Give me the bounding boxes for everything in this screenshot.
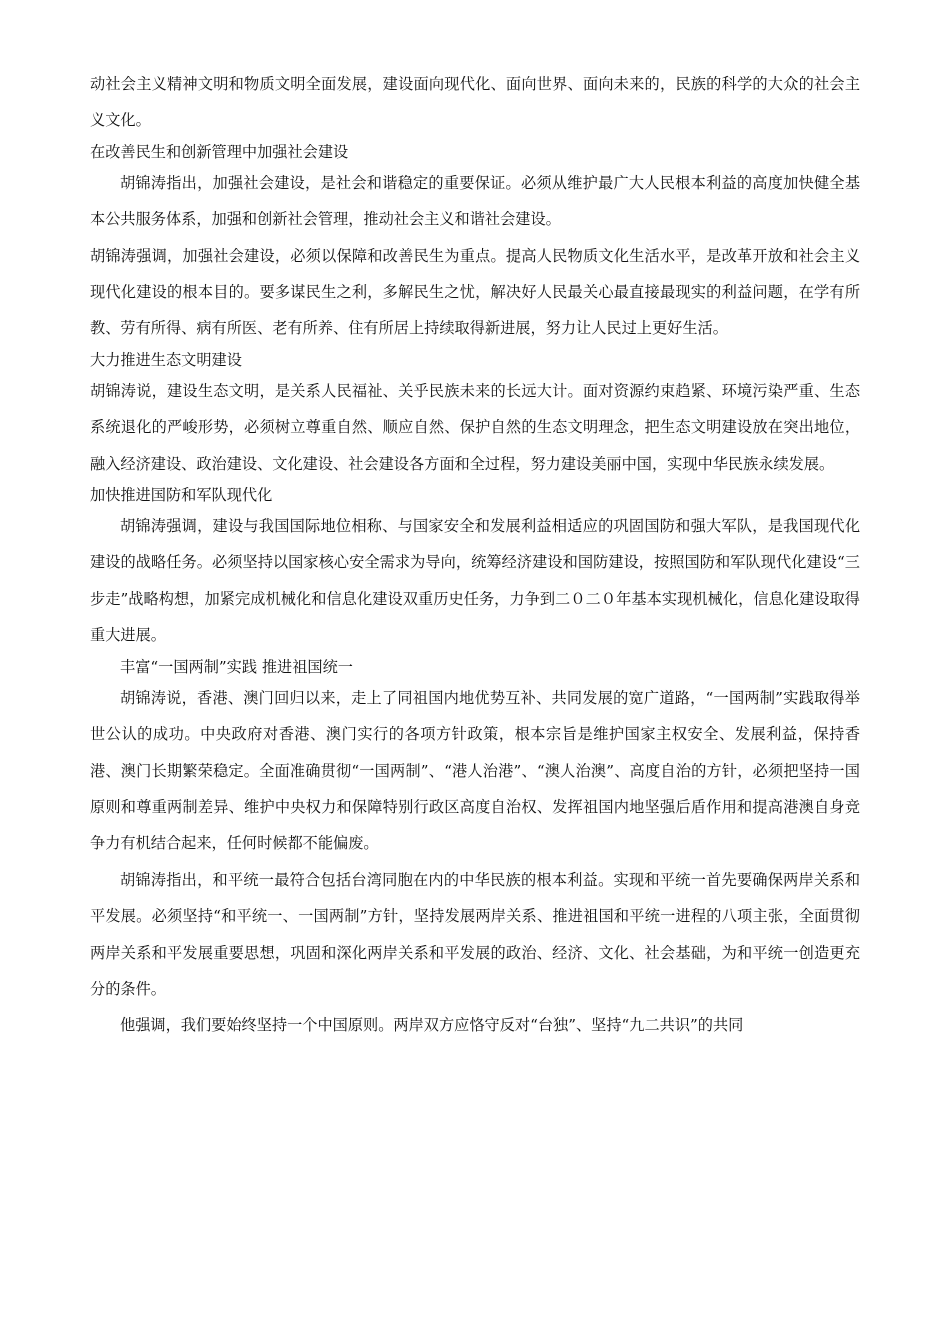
heading-one-country-two-systems: 丰富“一国两制”实践 推进祖国统一 <box>120 657 353 676</box>
heading-ecological-civilization: 大力推进生态文明建设 <box>90 350 242 369</box>
paragraph-national-defense: 胡锦涛强调，建设与我国国际地位相称、与国家安全和发展利益相适应的巩固国防和强大军队，是我国现代化建设的战略任务。必须坚持以国家核心安全需求为导向，统筹经济建设和国防建设，按照国防和军队现代化建设“三步走”战略构想，加紧完成机械化和信息化建设双重历史任务，力争到二０二０年基本实现机械化，信息化建设取得重大进展。 <box>90 517 860 645</box>
paragraph-one-china-principle: 他强调，我们要始终坚持一个中国原则。两岸双方应恪守反对“台独”、坚持“九二共识”的共同 <box>120 1016 744 1035</box>
paragraph-social-construction-1: 胡锦涛指出，加强社会建设，是社会和谐稳定的重要保证。必须从维护最广大人民根本利益的高度加快健全基本公共服务体系，加强和创新社会管理，推动社会主义和谐社会建设。 <box>90 173 860 229</box>
heading-social-construction: 在改善民生和创新管理中加强社会建设 <box>90 142 349 161</box>
heading-national-defense: 加快推进国防和军队现代化 <box>90 486 273 505</box>
paragraph-social-construction-2: 胡锦涛强调，加强社会建设，必须以保障和改善民生为重点。提高人民物质文化生活水平，是改革开放和社会主义现代化建设的根本目的。要多谋民生之利，多解民生之忧，解决好人民最关心最直接最现实的利益问题，在学有所教、劳有所得、病有所医、老有所养、住有所居上持续取得新进展，努力让人民过上更好生活。 <box>90 246 860 338</box>
paragraph-culture-continued: 动社会主义精神文明和物质文明全面发展，建设面向现代化、面向世界、面向未来的，民族的科学的大众的社会主义文化。 <box>90 75 860 130</box>
paragraph-hong-kong-macao: 胡锦涛说，香港、澳门回归以来，走上了同祖国内地优势互补、共同发展的宽广道路，“一国两制”实践取得举世公认的成功。中央政府对香港、澳门实行的各项方针政策，根本宗旨是维护国家主权安全、发展利益，保持香港、澳门长期繁荣稳定。全面准确贯彻“一国两制”、“港人治港”、“澳人治澳”、高度自治的方针，必须把坚持一国原则和尊重两制差异、维护中央权力和保障特别行政区高度自治权、发挥祖国内地坚强后盾作用和提高港澳自身竞争力有机结合起来，任何时候都不能偏废。 <box>90 688 860 853</box>
paragraph-peaceful-reunification: 胡锦涛指出，和平统一最符合包括台湾同胞在内的中华民族的根本利益。实现和平统一首先要确保两岸关系和平发展。必须坚持“和平统一、一国两制”方针，坚持发展两岸关系、推进祖国和平统一进程的八项主张，全面贯彻两岸关系和平发展重要思想，巩固和深化两岸关系和平发展的政治、经济、文化、社会基础，为和平统一创造更充分的条件。 <box>90 870 860 998</box>
document-page <box>90 66 860 1044</box>
paragraph-ecological-civilization: 胡锦涛说，建设生态文明，是关系人民福祉、关乎民族未来的长远大计。面对资源约束趋紧、环境污染严重、生态系统退化的严峻形势，必须树立尊重自然、顺应自然、保护自然的生态文明理念，把生态文明建设放在突出地位，融入经济建设、政治建设、文化建设、社会建设各方面和全过程，努力建设美丽中国，实现中华民族永续发展。 <box>90 381 860 473</box>
